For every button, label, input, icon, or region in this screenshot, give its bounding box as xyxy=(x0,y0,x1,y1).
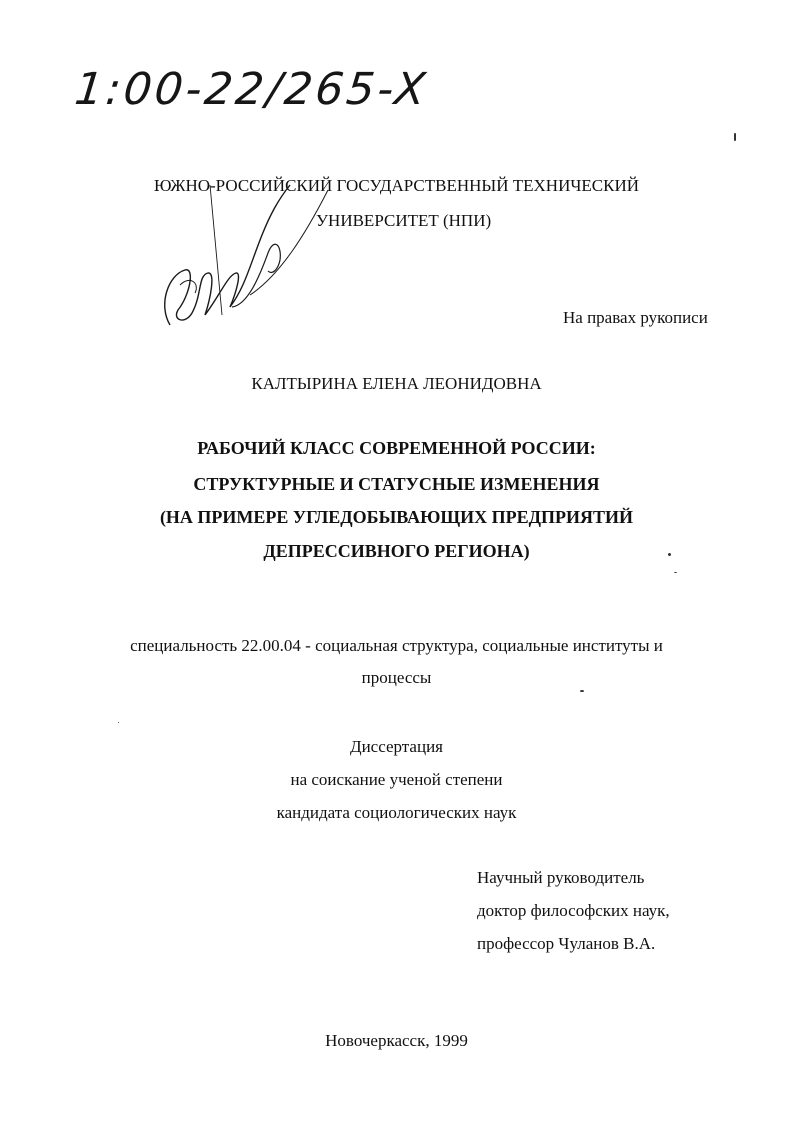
title-line-4: ДЕПРЕССИВНОГО РЕГИОНА) xyxy=(263,541,530,561)
specialty-line-1: специальность 22.00.04 - социальная структура, социальные институты и xyxy=(130,636,663,655)
institution-line-1: ЮЖНО-РОССИЙСКИЙ ГОСУДАРСТВЕННЫЙ ТЕХНИЧЕСКИЙ xyxy=(153,176,640,195)
scan-speck xyxy=(674,572,677,573)
handwritten-registry-code: 1:00-22/265-X xyxy=(72,64,431,115)
title-line-3: (НА ПРИМЕРЕ УГЛЕДОБЫВАЮЩИХ ПРЕДПРИЯТИЙ xyxy=(159,507,634,527)
place-and-year: Новочеркасск, 1999 xyxy=(325,1031,468,1050)
title-line-1: РАБОЧИЙ КЛАСС СОВРЕМЕННОЙ РОССИИ: xyxy=(197,438,596,458)
scan-speck xyxy=(668,553,671,556)
handwritten-signature xyxy=(150,175,330,345)
author-name: КАЛТЫРИНА ЕЛЕНА ЛЕОНИДОВНА xyxy=(251,374,542,393)
degree-field: кандидата социологических наук xyxy=(276,803,517,822)
scan-speck xyxy=(580,690,584,692)
title-line-2: СТРУКТУРНЫЕ И СТАТУСНЫЕ ИЗМЕНЕНИЯ xyxy=(193,474,600,494)
institution-line-2: УНИВЕРСИТЕТ (НПИ) xyxy=(316,211,492,230)
supervisor-label: Научный руководитель xyxy=(477,868,645,887)
dissertation-label: Диссертация xyxy=(349,737,443,756)
supervisor-name: профессор Чуланов В.А. xyxy=(477,934,656,953)
scan-speck xyxy=(118,722,119,723)
specialty-line-2: процессы xyxy=(361,668,432,687)
degree-line: на соискание ученой степени xyxy=(290,770,503,789)
supervisor-degree: доктор философских наук, xyxy=(477,901,670,920)
scan-speck xyxy=(734,133,736,141)
manuscript-note: На правах рукописи xyxy=(563,308,708,327)
